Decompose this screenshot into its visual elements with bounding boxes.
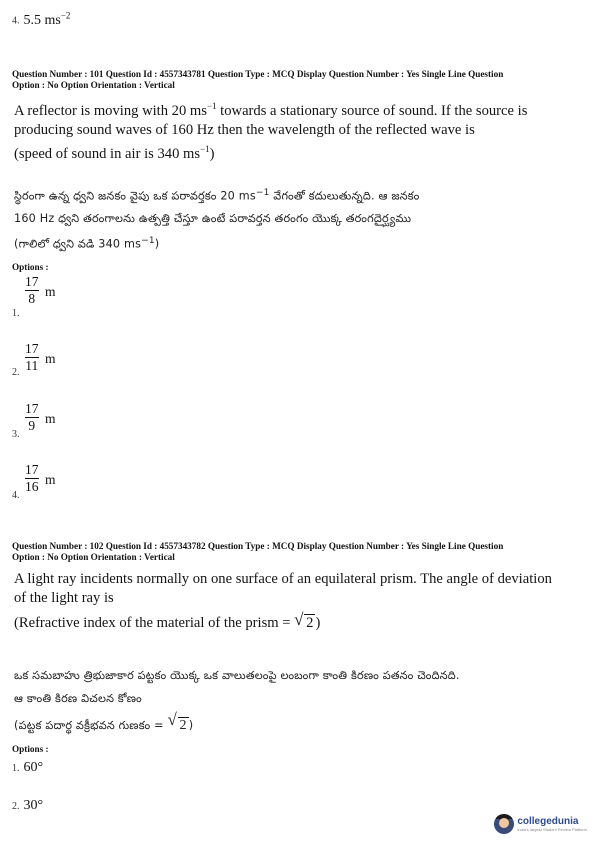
option-number: 4. — [12, 490, 20, 501]
q102-options-label: Options : — [12, 744, 49, 754]
q101-meta-line1: Question Number : 101 Question Id : 4557343781 Question Type : MCQ Display Question Number : Yes Single Line Question — [12, 69, 504, 79]
q101-meta — [12, 69, 503, 90]
q102-question-en: A light ray incidents normally on one surface of an equilateral prism. The angle of deviation of the light ray is (Refractive index of the material of the prism = √ 2 ) — [14, 571, 552, 631]
q102-option-1[interactable] — [12, 758, 43, 776]
q101-question-te: స్థిరంగా ఉన్న ధ్వని జనకం వైపు ఒక పరావర్తకం 20 $ms^{-1}$ వేగంతో కదులుతున్నది. ఆ జనకం 160 Hz ధ్వని తరంగాలను ఉత్పత్తి చేస్తూ ఉంటే పరావర్తన తరంగం యొక్క తరంగదైర్ఘ్యము (గాలిలో ధ్వని వడి 340 $ms^{-1}$) — [14, 188, 420, 251]
q101-meta-line2: Option : No Option Orientation : Vertical — [12, 79, 175, 90]
logo-tagline: India's largest Student Review Platform — [517, 826, 587, 832]
option-number: 1. — [12, 763, 20, 774]
sqrt-symbol: √ 2 — [167, 710, 187, 733]
option-fraction: 17 9 — [25, 401, 39, 433]
option-fraction: 17 8 — [25, 274, 39, 306]
option-value: 60° — [23, 760, 44, 775]
option-number: 1. — [12, 308, 20, 319]
logo-name: collegedunia — [517, 815, 579, 827]
q102-meta-line2: Option : No Option Orientation : Vertical — [12, 551, 175, 562]
q101-options-label: Options : — [12, 262, 49, 272]
q102-question-te: ఒక సమబాహు త్రిభుజాకార పట్టకం యొక్క ఒక వాలుతలంపై లంబంగా కాంతి కిరణం పతనం చెందినది. ఆ కాంతి కిరణ విచలన కోణం (పట్టక పదార్థ వక్రీభవన గుణకం = √ 2 ) — [14, 664, 574, 737]
prev-option-4 — [12, 10, 70, 29]
option-number: 3. — [12, 429, 20, 440]
option-value: 30° — [23, 798, 44, 813]
avatar-icon — [494, 814, 514, 834]
q102-meta-line1: Question Number : 102 Question Id : 4557343782 Question Type : MCQ Display Question Number : Yes Single Line Question — [12, 541, 504, 551]
option-fraction: 17 16 — [25, 462, 39, 494]
q102-meta — [12, 541, 503, 562]
sqrt-symbol: √ 2 — [294, 610, 314, 631]
option-fraction: 17 11 — [25, 341, 39, 373]
option-number: 2. — [12, 801, 20, 812]
option-number: 2. — [12, 367, 20, 378]
collegedunia-logo — [494, 814, 587, 834]
option-value: 5.5 $ms^{-2}$ — [23, 10, 71, 28]
q101-question-en: A reflector is moving with 20 $ms^{-1}$ towards a stationary source of sound. If the source is producing sound waves of 160 Hz then the wavelength of the reflected wave is (speed of sound in air is 340 $ms^{-1}$) — [14, 101, 528, 162]
q102-option-2[interactable] — [12, 796, 43, 814]
option-number: 4. — [12, 15, 20, 27]
